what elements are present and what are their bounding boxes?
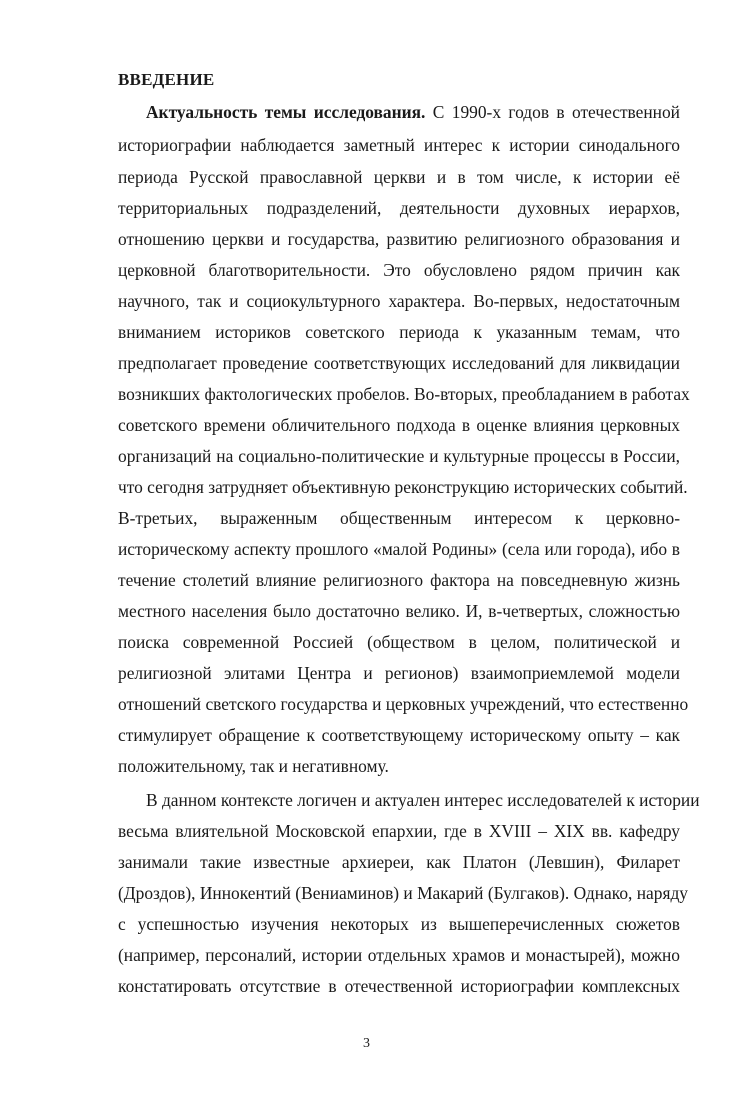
paragraph-line: возникших фактологических пробелов. Во-вторых, преобладанием в работах [118,384,690,404]
paragraph-line: вниманием историков советского периода к указанным темам, что [118,322,680,342]
paragraph-line: территориальных подразделений, деятельности духовных иерархов, [118,198,680,218]
paragraph-line: В-третьих, выраженным общественным интересом к церковно- [118,508,680,528]
paragraph-line-text: С 1990-х годов в отечественной [432,102,680,122]
paragraph-line: положительному, так и негативному. [118,756,389,776]
paragraph-lead: Актуальность темы исследования. [146,102,426,122]
section-heading: ВВЕДЕНИЕ [118,70,215,89]
paragraph-line [146,100,680,124]
paragraph-line: историографии наблюдается заметный интерес к истории синодального [118,135,680,155]
paragraph-line: религиозной элитами Центра и регионов) взаимоприемлемой модели [118,663,680,683]
paragraph-line: весьма влиятельной Московской епархии, где в XVIII – XIX вв. кафедру [118,821,680,841]
paragraph-line: с успешностью изучения некоторых из вышеперечисленных сюжетов [118,914,680,934]
paragraph-line: (Дроздов), Иннокентий (Вениаминов) и Макарий (Булгаков). Однако, наряду [118,883,688,903]
paragraph-line: местного населения было достаточно велико. И, в-четвертых, сложностью [118,601,680,621]
paragraph-line: предполагает проведение соответствующих исследований для ликвидации [118,353,680,373]
paragraph-line: отношению церкви и государства, развитию религиозного образования и [118,229,680,249]
page-number: 3 [363,1036,370,1051]
paragraph-line: научного, так и социокультурного характера. Во-первых, недостаточным [118,291,680,311]
paragraph-line: В данном контексте логичен и актуален интерес исследователей к истории [146,790,700,810]
paragraph-line: констатировать отсутствие в отечественной историографии комплексных [118,976,680,996]
paragraph-line: историческому аспекту прошлого «малой Родины» (села или города), ибо в [118,539,680,559]
paragraph-line: периода Русской православной церкви и в том числе, к истории её [118,167,680,187]
paragraph-line: что сегодня затрудняет объективную реконструкцию исторических событий. [118,477,688,497]
paragraph-line: течение столетий влияние религиозного фактора на повседневную жизнь [118,570,680,590]
paragraph-line: (например, персоналий, истории отдельных храмов и монастырей), можно [118,945,680,965]
paragraph-line: отношений светского государства и церковных учреждений, что естественно [118,694,689,714]
paragraph-line: церковной благотворительности. Это обусловлено рядом причин как [118,260,680,280]
paragraph-line: стимулирует обращение к соответствующему историческому опыту – как [118,725,680,745]
paragraph-line: организаций на социально-политические и культурные процессы в России, [118,446,680,466]
paragraph-line: поиска современной Россией (обществом в целом, политической и [118,632,680,652]
paragraph-line: занимали такие известные архиереи, как Платон (Левшин), Филарет [118,852,680,872]
paragraph-line: советского времени обличительного подхода в оценке влияния церковных [118,415,680,435]
